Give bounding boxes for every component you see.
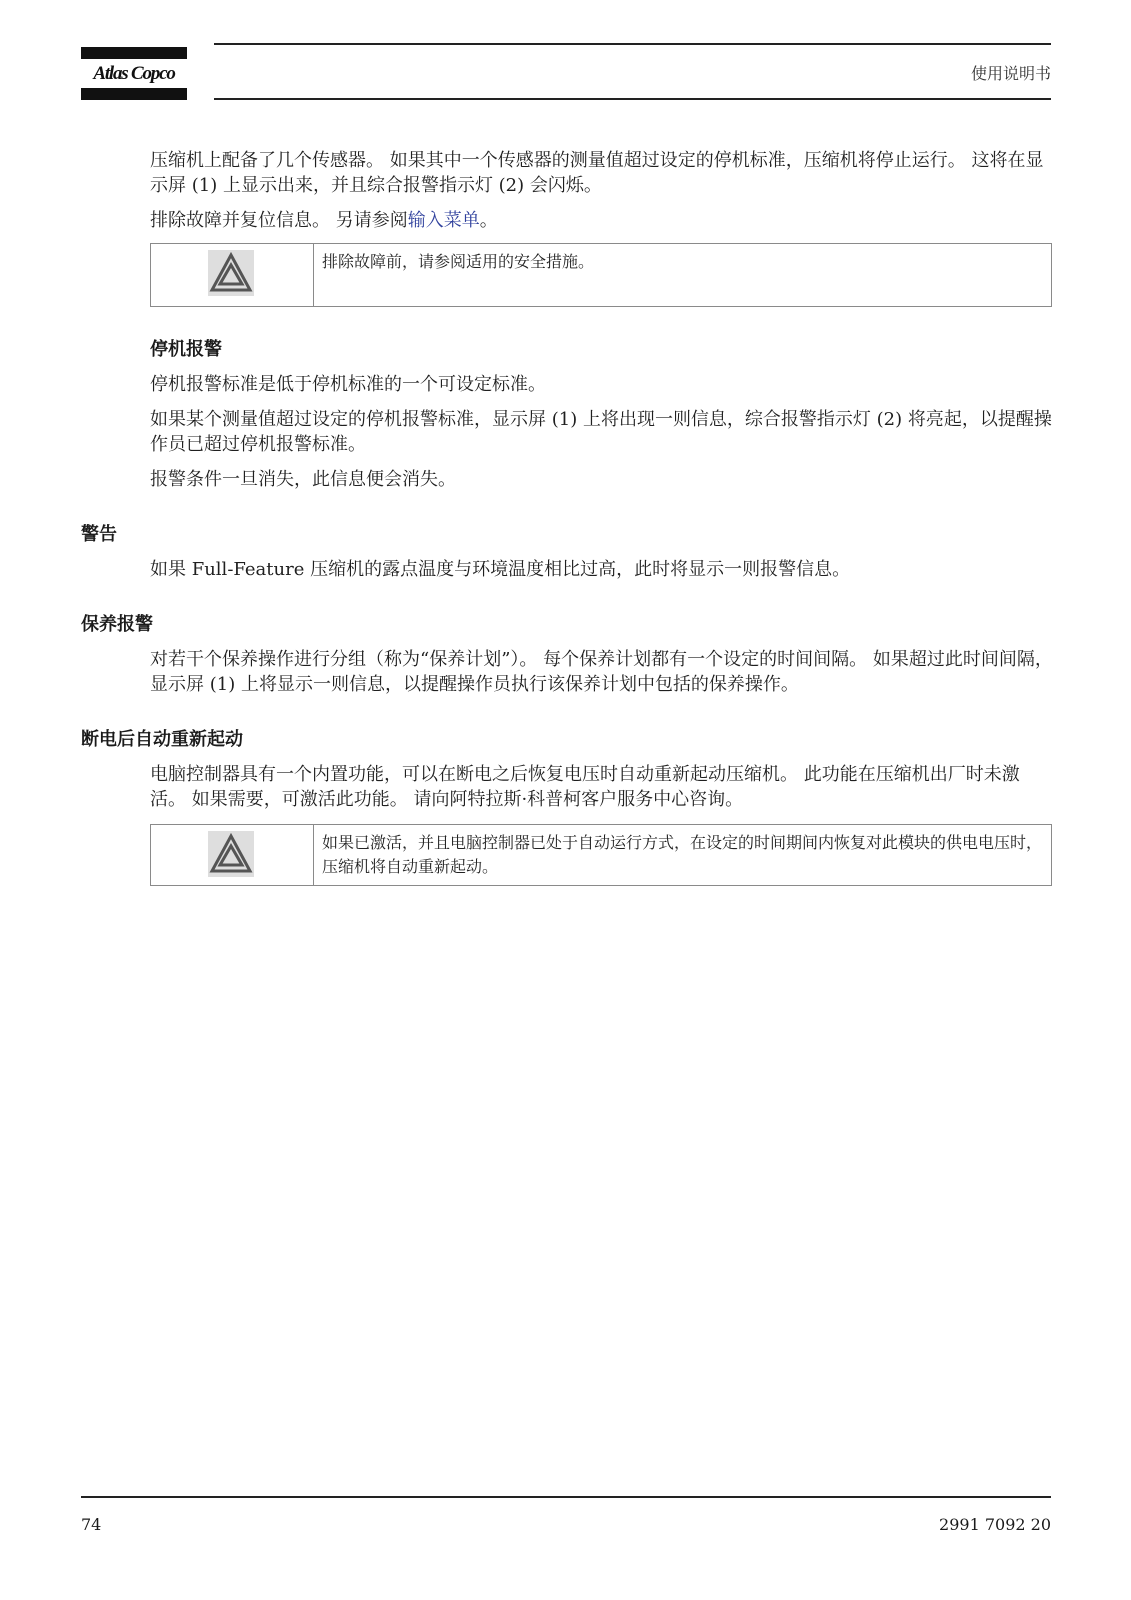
shutdown-warning-paragraph-2: 如果某个测量值超过设定的停机报警标准，显示屏 (1) 上将出现一则信息，综合报警指示灯 (2) 将亮起，以提醒操作员已超过停机报警标准。 xyxy=(150,409,1052,455)
note-icon-cell xyxy=(151,244,314,306)
section-title-service-warning: 保养报警 xyxy=(81,614,153,635)
auto-restart-note xyxy=(150,824,1052,886)
note-text: 排除故障前，请参阅适用的安全措施。 xyxy=(322,252,595,271)
brand-logo xyxy=(81,47,187,100)
footer-rule xyxy=(81,1496,1051,1498)
section-title-auto-restart: 断电后自动重新起动 xyxy=(81,729,243,750)
page-content xyxy=(0,148,1131,886)
logo-wordmark: Atlas Copco xyxy=(93,63,175,84)
document-title: 使用说明书 xyxy=(970,64,1051,83)
header-rule-top xyxy=(214,43,1051,45)
section-title-shutdown-warning: 停机报警 xyxy=(150,339,222,360)
auto-restart-paragraph-1: 电脑控制器具有一个内置功能，可以在断电之后恢复电压时自动重新起动压缩机。 此功能在压缩机出厂时未激活。 如果需要，可激活此功能。 请向阿特拉斯·科普柯客户服务中心咨询。 xyxy=(150,764,1020,810)
intro-paragraph-1: 压缩机上配备了几个传感器。 如果其中一个传感器的测量值超过设定的停机标准，压缩机将停止运行。 这将在显示屏 (1) 上显示出来，并且综合报警指示灯 (2) 会闪烁。 xyxy=(150,150,1044,196)
logo-bar-top xyxy=(81,47,187,59)
safety-note xyxy=(150,243,1052,307)
section-title-warning: 警告 xyxy=(81,524,117,545)
warning-paragraph-1: 如果 Full-Feature 压缩机的露点温度与环境温度相比过高，此时将显示一则报警信息。 xyxy=(150,559,851,580)
shutdown-warning-paragraph-3: 报警条件一旦消失，此信息便会消失。 xyxy=(150,469,456,490)
note-icon-cell xyxy=(151,825,314,885)
page-number: 74 xyxy=(81,1515,102,1534)
intro-paragraph-2 xyxy=(0,208,1131,233)
intro-text: 排除故障并复位信息。 另请参阅 xyxy=(150,210,408,231)
warning-triangle-icon xyxy=(208,831,254,877)
warning-triangle-icon xyxy=(208,250,254,296)
document-number: 2991 7092 20 xyxy=(939,1515,1051,1534)
header-rule-bottom xyxy=(214,98,1051,100)
note-text: 如果已激活，并且电脑控制器已处于自动运行方式，在设定的时间期间内恢复对此模块的供电电压时，压缩机将自动重新起动。 xyxy=(322,833,1043,876)
logo-bar-bottom xyxy=(81,88,187,100)
service-warning-paragraph-1: 对若干个保养操作进行分组（称为“保养计划”）。 每个保养计划都有一个设定的时间间隔。 如果超过此时间间隔，显示屏 (1) 上将显示一则信息，以提醒操作员执行该保养计划中包括的保养操作。 xyxy=(150,649,1053,695)
intro-period: 。 xyxy=(479,210,498,231)
shutdown-warning-paragraph-1: 停机报警标准是低于停机标准的一个可设定标准。 xyxy=(150,374,546,395)
input-menu-link[interactable]: 输入菜单 xyxy=(407,210,480,231)
